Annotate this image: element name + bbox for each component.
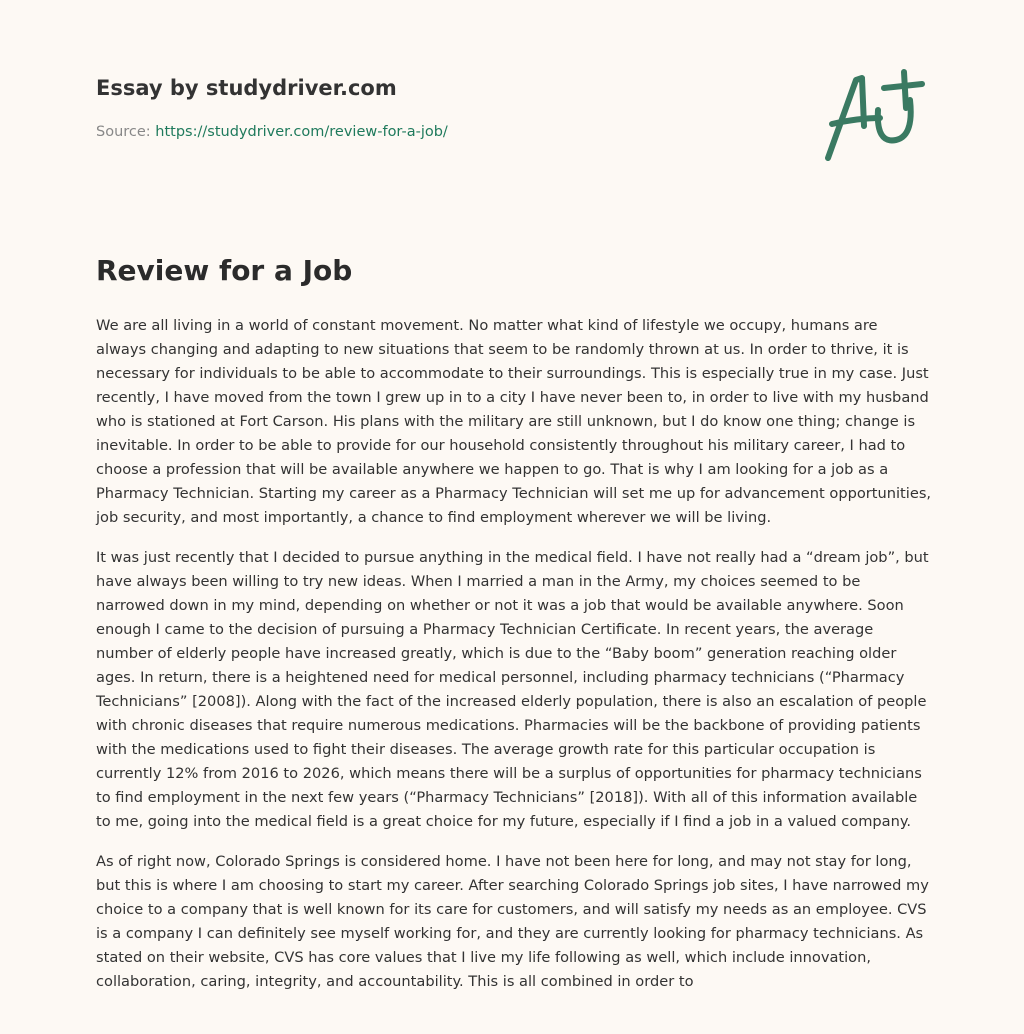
source-label: Source: bbox=[96, 124, 151, 140]
a-plus-logo-icon bbox=[818, 66, 928, 166]
essay-title: Review for a Job bbox=[96, 254, 353, 287]
source-line bbox=[96, 124, 448, 140]
essay-paragraph: As of right now, Colorado Springs is considered home. I have not been here for long, and may not stay for long, but this is where I am choosing to start my career. After searching Colorado Springs job sites, I have narrowed my choice to a company that is well known for its care for customers, and will satisfy my needs as an employee. CVS is a company I can definitely see myself working for, and they are currently looking for pharmacy technicians. As stated on their website, CVS has core values that I live my life following as well, which include innovation, collaboration, caring, integrity, and accountability. This is all combined in order to bbox=[96, 853, 929, 990]
essay-paragraph: We are all living in a world of constant movement. No matter what kind of lifestyle we occupy, humans are always changing and adapting to new situations that seem to be randomly thrown at us. In order to thrive, it is necessary for individuals to be able to accommodate to their surroundings. This is especially true in my case. Just recently, I have moved from the town I grew up in to a city I have never been to, in order to live with my husband who is stationed at Fort Carson. His plans with the military are still unknown, but I do know one thing; change is inevitable. In order to be able to provide for our household consistently throughout his military career, I had to choose a profession that will be available anywhere we happen to go. That is why I am looking for a job as a Pharmacy Technician. Starting my career as a Pharmacy Technician will set me up for advancement opportunities, job security, and most importantly, a chance to find employment wherever we will be living. bbox=[96, 317, 932, 526]
essay-paragraph: It was just recently that I decided to pursue anything in the medical field. I have not really had a “dream job”, but have always been willing to try new ideas. When I married a man in the Army, my choices seemed to be narrowed down in my mind, depending on whether or not it was a job that would be available anywhere. Soon enough I came to the decision of pursuing a Pharmacy Technician Certificate. In recent years, the average number of elderly people have increased greatly, which is due to the “Baby boom” generation reaching older ages. In return, there is a heightened need for medical personnel, including pharmacy technicians (“Pharmacy Technicians” [2008]). Along with the fact of the increased elderly population, there is also an escalation of people with chronic diseases that require numerous medications. Pharmacies will be the backbone of providing patients with the medications used to fight their diseases. The average growth rate for this particular occupation is currently 12% from 2016 to 2026, which means there will be a surplus of opportunities for pharmacy technicians to find employment in the next few years (“Pharmacy Technicians” [2018]). With all of this information available to me, going into the medical field is a great choice for my future, especially if I find a job in a valued company. bbox=[96, 549, 929, 830]
page-header bbox=[0, 0, 1024, 240]
source-link[interactable]: https://studydriver.com/review-for-a-job/ bbox=[155, 124, 448, 140]
essay-body bbox=[96, 314, 932, 1010]
site-title: Essay by studydriver.com bbox=[96, 76, 397, 100]
